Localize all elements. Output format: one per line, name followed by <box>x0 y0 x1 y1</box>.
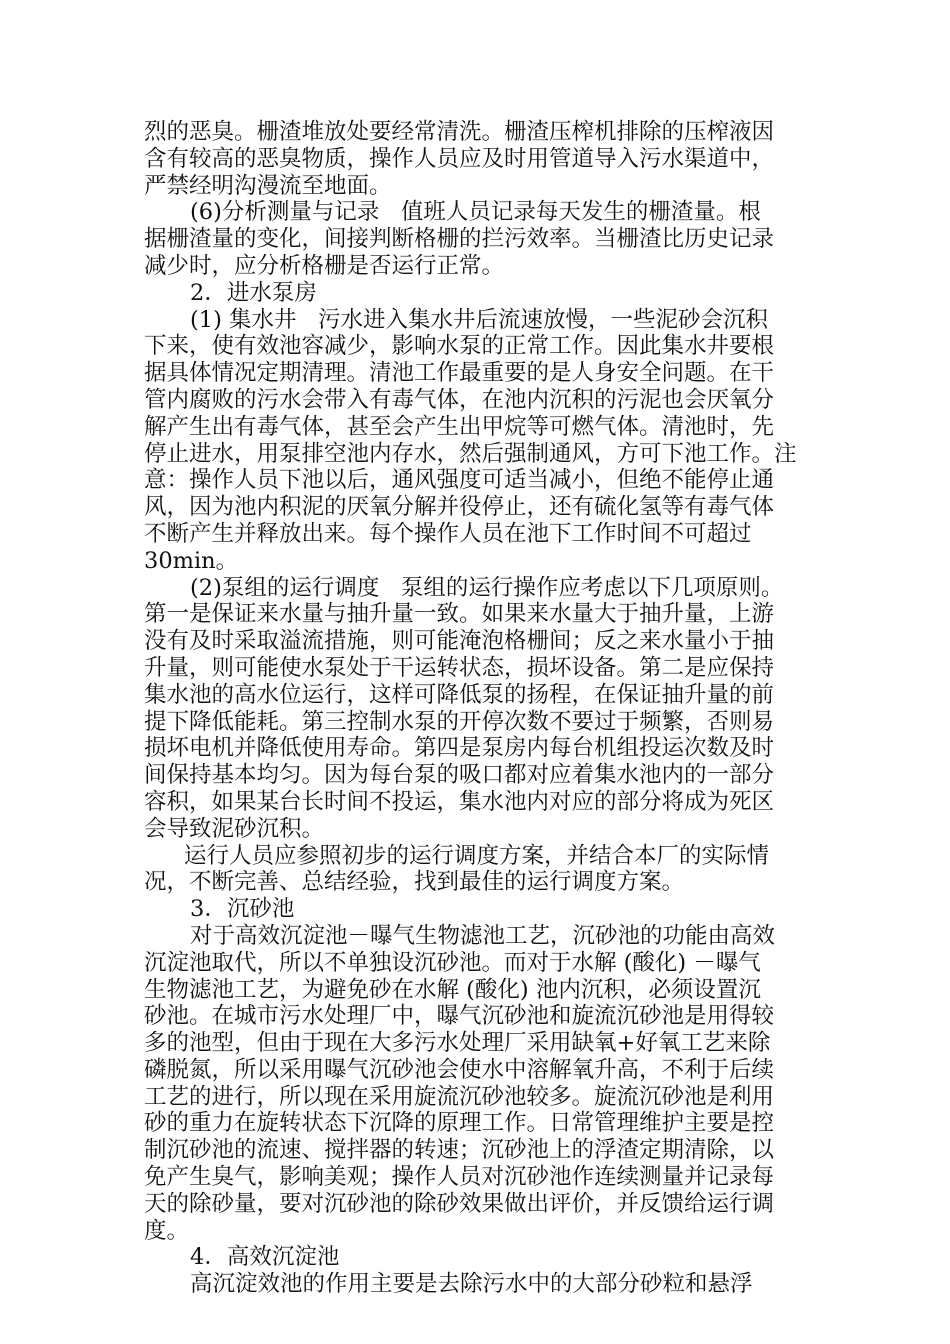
text-line: 减少时，应分析格栅是否运行正常。 <box>144 252 505 279</box>
text-line: 砂的重力在旋转状态下沉降的原理工作。日常管理维护主要是控 <box>144 1110 775 1137</box>
text-line: 据栅渣量的变化，间接判断格栅的拦污效率。当栅渣比历史记录 <box>144 226 775 253</box>
section-heading: 3．沉砂池 <box>190 896 295 923</box>
text-line: 下来，使有效池容减少，影响水泵的正常工作。因此集水井要根 <box>144 333 775 360</box>
text-line: 间保持基本均匀。因为每台泵的吸口都对应着集水池内的一部分 <box>144 762 775 789</box>
text-line: 生物滤池工艺，为避免砂在水解 (酸化) 池内沉积，必须设置沉 <box>144 976 761 1003</box>
text-line: 会导致泥砂沉积。 <box>144 815 325 842</box>
text-line: 提下降低能耗。第三控制水泵的开停次数不要过于频繁，否则易 <box>144 708 775 735</box>
text-line: 严禁经明沟漫流至地面。 <box>144 172 392 199</box>
text-line: 没有及时采取溢流措施，则可能淹泡格栅间；反之来水量小于抽 <box>144 628 775 655</box>
text-line: 停止进水，用泵排空池内存水，然后强制通风，方可下池工作。注 <box>144 440 797 467</box>
text-line: (6)分析测量与记录 值班人员记录每天发生的栅渣量。根 <box>190 199 761 226</box>
text-line: 30min。 <box>144 547 239 574</box>
text-line: 况，不断完善、总结经验，找到最佳的运行调度方案。 <box>144 869 685 896</box>
text-line: 解产生出有毒气体，甚至会产生出甲烷等可燃气体。清池时，先 <box>144 413 775 440</box>
text-line: 运行人员应参照初步的运行调度方案，并结合本厂的实际情 <box>184 842 770 869</box>
text-line: 制沉砂池的流速、搅拌器的转速；沉砂池上的浮渣定期清除，以 <box>144 1137 775 1164</box>
text-line: 沉淀池取代，所以不单独设沉砂池。而对于水解 (酸化) －曝气 <box>144 949 761 976</box>
text-line: 损坏电机并降低使用寿命。第四是泵房内每台机组投运次数及时 <box>144 735 775 762</box>
text-line: 升量，则可能使水泵处于干运转状态，损坏设备。第二是应保持 <box>144 654 775 681</box>
document-page <box>144 119 810 1298</box>
text-line: 多的池型，但由于现在大多污水处理厂采用缺氧+好氧工艺来除 <box>144 1030 771 1057</box>
text-line: 意：操作人员下池以后，通风强度可适当减小，但绝不能停止通 <box>144 467 775 494</box>
text-line: 免产生臭气，影响美观；操作人员对沉砂池作连续测量并记录每 <box>144 1164 775 1191</box>
text-line: (1) 集水井 污水进入集水井后流速放慢，一些泥砂会沉积 <box>190 306 768 333</box>
text-line: 管内腐败的污水会带入有毒气体，在池内沉积的污泥也会厌氧分 <box>144 386 775 413</box>
text-line: 容积，如果某台长时间不投运，集水池内对应的部分将成为死区 <box>144 788 775 815</box>
text-line: 砂池。在城市污水处理厂中，曝气沉砂池和旋流沉砂池是用得较 <box>144 1003 775 1030</box>
section-heading: 2．进水泵房 <box>190 279 317 306</box>
text-line: 高沉淀效池的作用主要是去除污水中的大部分砂粒和悬浮 <box>190 1271 753 1298</box>
text-line: 第一是保证来水量与抽升量一致。如果来水量大于抽升量，上游 <box>144 601 775 628</box>
text-line: 不断产生并释放出来。每个操作人员在池下工作时间不可超过 <box>144 520 752 547</box>
text-line: 天的除砂量，要对沉砂池的除砂效果做出评价，并反馈给运行调 <box>144 1190 775 1217</box>
text-line: 风，因为池内积泥的厌氧分解并役停止，还有硫化氢等有毒气体 <box>144 494 775 521</box>
text-line: 对于高效沉淀池－曝气生物滤池工艺，沉砂池的功能由高效 <box>190 922 776 949</box>
text-line: 烈的恶臭。栅渣堆放处要经常清洗。栅渣压榨机排除的压榨液因 <box>144 119 775 145</box>
text-line: (2)泵组的运行调度 泵组的运行操作应考虑以下几项原则。 <box>190 574 784 601</box>
text-line: 据具体情况定期清理。清池工作最重要的是人身安全问题。在干 <box>144 360 775 387</box>
text-line: 度。 <box>144 1217 190 1244</box>
text-line: 磷脱氮，所以采用曝气沉砂池会使水中溶解氧升高，不利于后续 <box>144 1056 775 1083</box>
text-line: 集水池的高水位运行，这样可降低泵的扬程，在保证抽升量的前 <box>144 681 775 708</box>
section-heading: 4．高效沉淀池 <box>190 1244 340 1271</box>
text-line: 含有较高的恶臭物质，操作人员应及时用管道导入污水渠道中， <box>144 145 775 172</box>
text-line: 工艺的进行，所以现在采用旋流沉砂池较多。旋流沉砂池是利用 <box>144 1083 775 1110</box>
